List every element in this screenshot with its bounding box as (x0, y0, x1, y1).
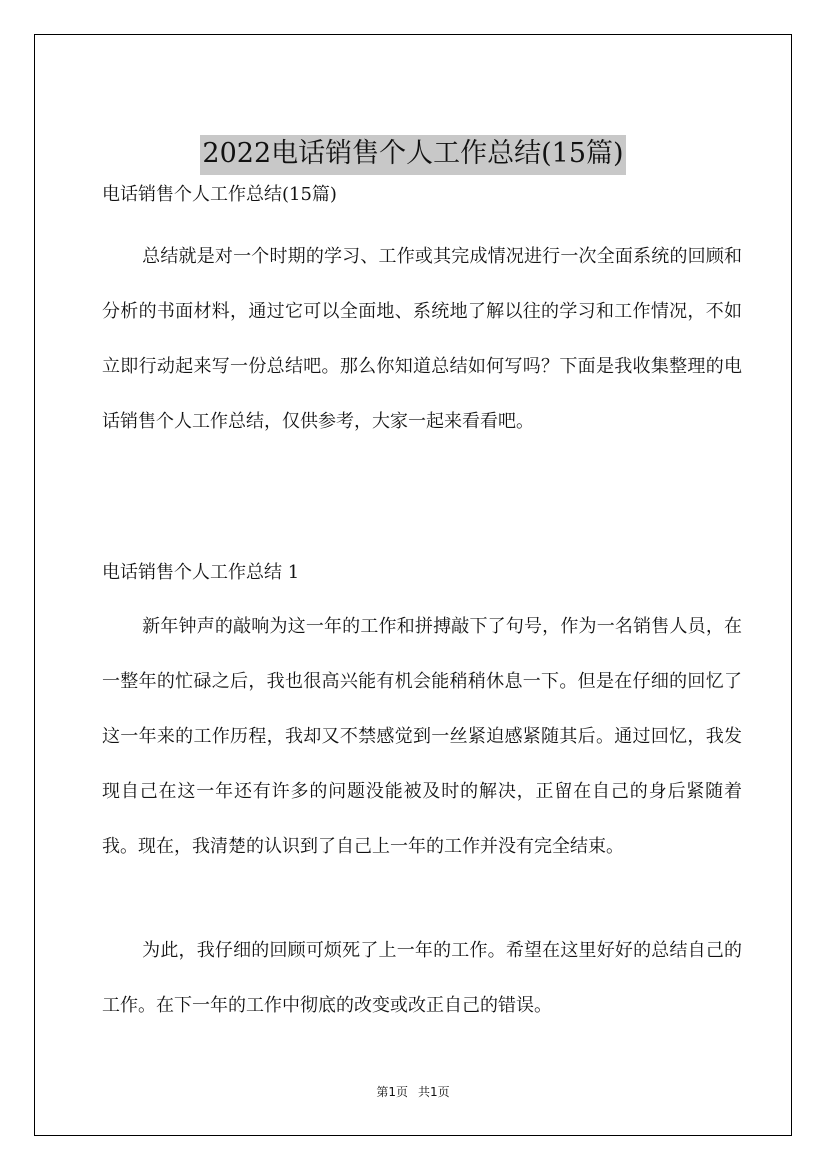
document-title: 2022电话销售个人工作总结(15篇) (200, 135, 625, 175)
intro-paragraph (102, 229, 742, 449)
document-subtitle: 电话销售个人工作总结(15篇) (102, 184, 337, 205)
intro-text: 总结就是对一个时期的学习、工作或其完成情况进行一次全面系统的回顾和分析的书面材料，通过它可以全面地、系统地了解以往的学习和工作情况，不如立即行动起来写一份总结吧。那么你知道总结如何写吗？下面是我收集整理的电话销售个人工作总结，仅供参考，大家一起来看看吧。 (102, 246, 742, 432)
page-number-current: 第1页 (376, 1085, 408, 1099)
body-paragraph-1 (102, 599, 742, 874)
section-heading: 电话销售个人工作总结 1 (102, 562, 300, 583)
page-number-total: 共1页 (418, 1085, 450, 1099)
body-paragraph-2-text: 为此，我仔细的回顾可烦死了上一年的工作。希望在这里好好的总结自己的工作。在下一年的工作中彻底的改变或改正自己的错误。 (102, 940, 742, 1016)
title-wrapper (35, 135, 791, 175)
body-paragraph-1-text: 新年钟声的敲响为这一年的工作和拼搏敲下了句号，作为一名销售人员，在一整年的忙碌之后，我也很高兴能有机会能稍稍休息一下。但是在仔细的回忆了这一年来的工作历程，我却又不禁感觉到一丝紧迫感紧随其后。通过回忆，我发现自己在这一年还有许多的问题没能被及时的解决，正留在自己的身后紧随着我。现在，我清楚的认识到了自己上一年的工作并没有完全结束。 (102, 616, 742, 857)
page-footer (35, 1083, 791, 1100)
document-page (34, 34, 792, 1136)
body-paragraph-2 (102, 923, 742, 1033)
